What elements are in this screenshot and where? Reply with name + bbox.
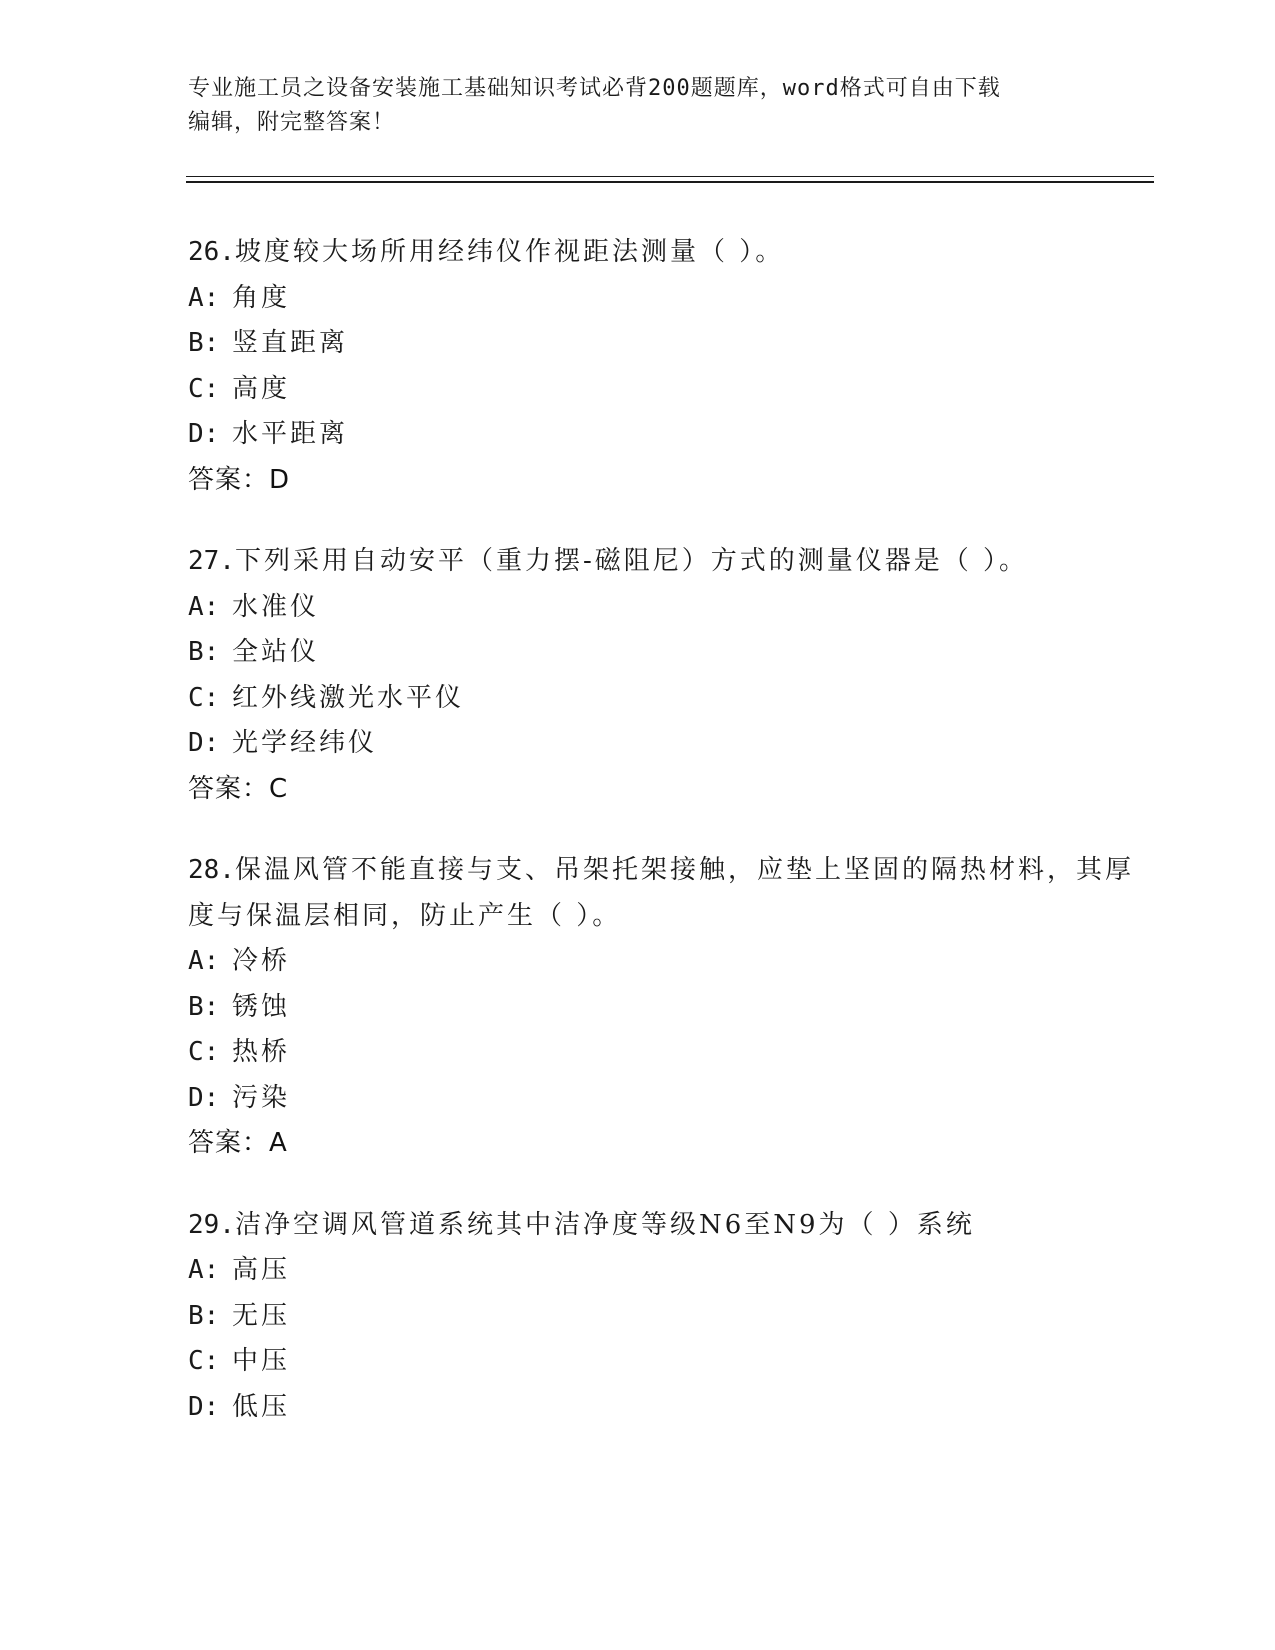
option-letter: D: — [188, 1082, 220, 1113]
option-text: 低压 — [232, 1391, 291, 1422]
question-number: 27. — [188, 546, 235, 576]
option-a — [188, 585, 1148, 631]
question-27 — [188, 539, 1148, 812]
option-a — [188, 939, 1148, 985]
question-stem — [188, 539, 1148, 585]
option-letter: D: — [188, 728, 220, 758]
question-stem — [188, 1203, 1148, 1249]
option-b — [188, 1294, 1148, 1340]
option-b — [188, 985, 1148, 1031]
option-d — [188, 721, 1148, 767]
option-letter: B: — [188, 328, 220, 358]
answer-line: 答案：A — [188, 1128, 288, 1158]
question-number: 29. — [188, 1209, 235, 1240]
option-letter: C: — [188, 373, 220, 404]
option-letter: C: — [188, 682, 220, 713]
header-divider-thin — [186, 176, 1154, 177]
option-text: 冷桥 — [232, 946, 291, 976]
option-text: 无压 — [232, 1300, 291, 1331]
option-letter: B: — [188, 1300, 220, 1331]
question-28 — [188, 848, 1148, 1167]
answer-line: 答案：C — [188, 773, 289, 804]
question-text: 洁净空调风管道系统其中洁净度等级N6至N9为（ ）系统 — [234, 1209, 975, 1240]
header-title-line-1: 专业施工员之设备安装施工基础知识考试必背200题题库，word格式可自由下载 — [188, 76, 1001, 101]
option-letter: A: — [188, 591, 220, 622]
option-b — [188, 321, 1148, 367]
option-letter: B: — [188, 991, 220, 1022]
option-b — [188, 630, 1148, 676]
option-letter: D: — [188, 419, 220, 449]
option-letter: A: — [188, 282, 220, 313]
question-list — [188, 230, 1148, 1466]
option-text: 高度 — [232, 373, 291, 404]
option-text: 高压 — [232, 1255, 291, 1285]
question-text: 下列采用自动安平（重力摆-磁阻尼）方式的测量仪器是（ ）。 — [234, 546, 1029, 576]
question-number: 26. — [188, 237, 235, 267]
option-text: 水准仪 — [232, 591, 320, 622]
option-text: 角度 — [232, 282, 291, 313]
question-text: 坡度较大场所用经纬仪作视距法测量（ ）。 — [234, 237, 785, 267]
question-29 — [188, 1203, 1148, 1431]
option-c — [188, 676, 1148, 722]
option-text: 红外线激光水平仪 — [232, 682, 465, 713]
option-text: 水平距离 — [232, 419, 349, 449]
option-letter: A: — [188, 946, 220, 976]
answer-line: 答案：D — [188, 464, 291, 495]
option-a — [188, 276, 1148, 322]
option-d — [188, 1076, 1148, 1122]
question-stem — [188, 230, 1148, 276]
option-text: 全站仪 — [232, 637, 320, 667]
option-letter: D: — [188, 1391, 220, 1422]
option-d — [188, 1385, 1148, 1431]
option-letter: A: — [188, 1255, 220, 1285]
option-text: 竖直距离 — [232, 328, 349, 358]
option-a — [188, 1248, 1148, 1294]
option-d — [188, 412, 1148, 458]
option-c — [188, 1030, 1148, 1076]
option-c — [188, 367, 1148, 413]
header-title-line-2: 编辑，附完整答案！ — [188, 110, 396, 135]
question-number: 28. — [188, 855, 235, 885]
option-text: 污染 — [232, 1082, 291, 1113]
option-text: 热桥 — [232, 1037, 291, 1067]
question-stem — [188, 848, 1148, 939]
option-c — [188, 1339, 1148, 1385]
question-26 — [188, 230, 1148, 503]
option-letter: C: — [188, 1037, 220, 1067]
option-text: 中压 — [232, 1346, 291, 1376]
option-letter: C: — [188, 1346, 220, 1376]
question-text: 保温风管不能直接与支、吊架托架接触，应垫上坚固的隔热材料，其厚度与保温层相同，防止产生（ ）。 — [188, 855, 1134, 931]
option-letter: B: — [188, 637, 220, 667]
option-text: 锈蚀 — [232, 991, 291, 1022]
header-divider-thick — [186, 181, 1154, 183]
option-text: 光学经纬仪 — [232, 728, 378, 758]
document-header — [188, 72, 1088, 140]
